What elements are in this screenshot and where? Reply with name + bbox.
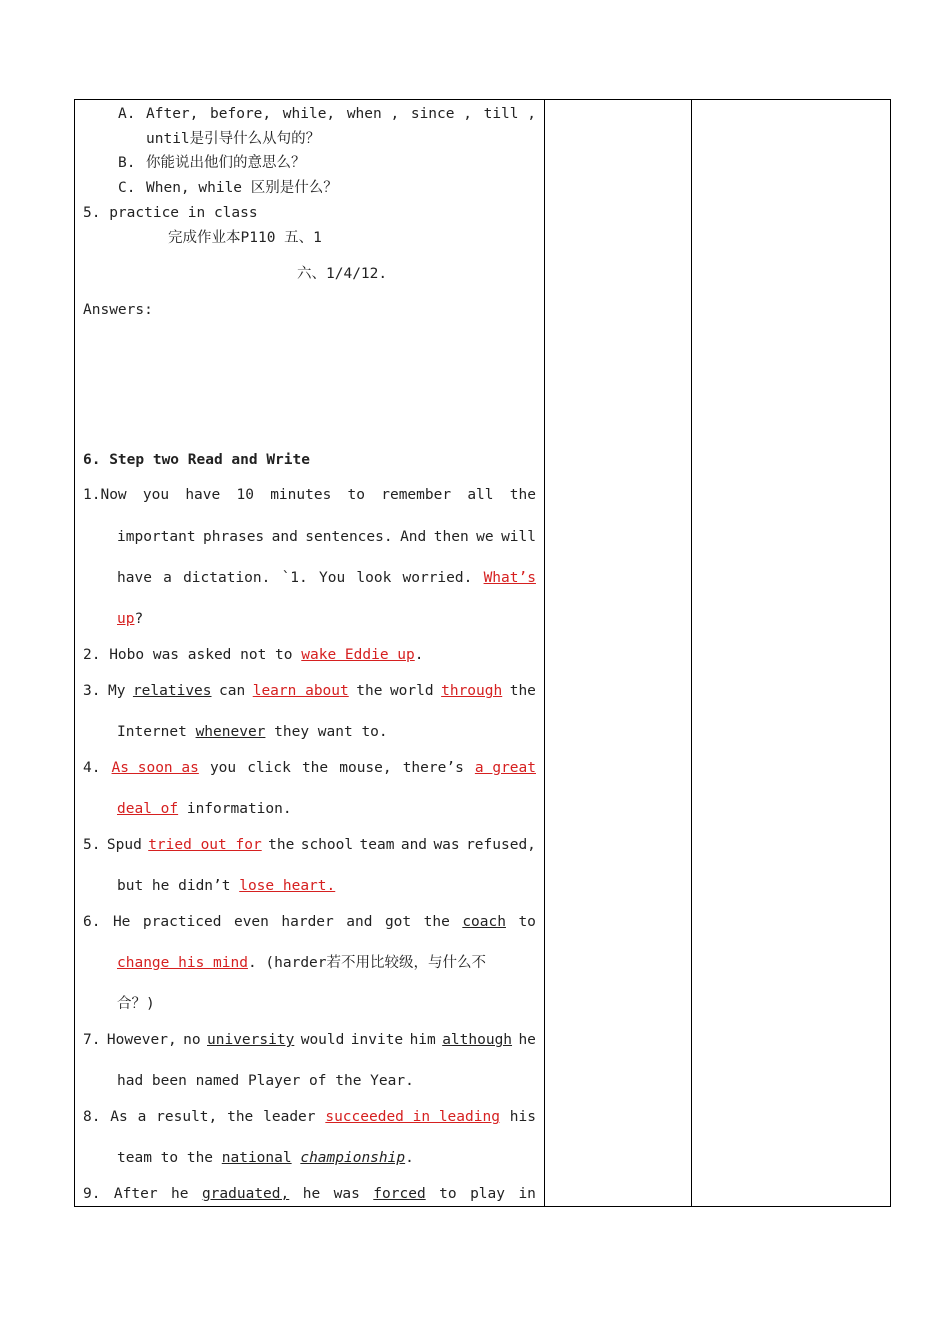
underlined-word: whenever bbox=[195, 724, 266, 740]
practice-line1: 完成作业本P110 五、1 bbox=[168, 230, 322, 246]
answer-blank: wake Eddie up bbox=[301, 647, 415, 663]
item-4-line1: 4. As soon as you click the mouse, there’s a great bbox=[83, 760, 536, 776]
underlined-word: relatives bbox=[132, 683, 212, 699]
item-8-line2: team to the national championship. bbox=[117, 1150, 414, 1166]
question-b-label: B. bbox=[118, 155, 136, 171]
answer-blank: As soon as bbox=[111, 760, 199, 776]
question-c-text: When, while 区别是什么？ bbox=[146, 180, 338, 196]
underlined-word: graduated, bbox=[201, 1186, 290, 1202]
practice-line2: 六、1/4/12. bbox=[297, 266, 388, 282]
answer-blank: up bbox=[117, 611, 135, 627]
lesson-table bbox=[74, 99, 891, 1207]
item-5-line1: 5. Spud tried out for the school team and was refused, bbox=[83, 837, 536, 853]
item-1-line1: 1.Now you have 10 minutes to remember all the bbox=[83, 487, 536, 503]
answer-blank: change his mind bbox=[117, 955, 248, 971]
item-9-line1: 9. After he graduated, he was forced to play in bbox=[83, 1186, 536, 1202]
item-6-line3: 合？) bbox=[117, 996, 155, 1012]
item-3-line1: 3. My relatives can learn about the world through the bbox=[83, 683, 536, 699]
item-5-line2: but he didn’t lose heart. bbox=[117, 878, 336, 894]
item-8-line1: 8. As a result, the leader succeeded in leading his bbox=[83, 1109, 536, 1125]
answer-blank: a great bbox=[474, 760, 536, 776]
answer-blank: through bbox=[441, 683, 503, 699]
item-4-line2: deal of information. bbox=[117, 801, 292, 817]
practice-heading: 5. practice in class bbox=[83, 205, 258, 221]
item-6-line1: 6. He practiced even harder and got the coach to bbox=[83, 914, 536, 930]
underlined-word: although bbox=[442, 1032, 513, 1048]
question-a-line1: After, before, while, when , since , till , bbox=[146, 106, 536, 122]
question-a-line2: until是引导什么从句的？ bbox=[146, 131, 321, 147]
item-3-line2: Internet whenever they want to. bbox=[117, 724, 388, 740]
answer-blank: What’s bbox=[483, 570, 536, 586]
answer-blank: lose heart. bbox=[239, 878, 336, 894]
underlined-word: forced bbox=[373, 1186, 426, 1202]
answer-blank: tried out for bbox=[148, 837, 262, 853]
underlined-word: coach bbox=[462, 914, 506, 930]
answers-label: Answers: bbox=[83, 302, 153, 318]
item-7-line1: 7. However, no university would invite him although he bbox=[83, 1032, 536, 1048]
question-b-text: 你能说出他们的意思么？ bbox=[146, 155, 306, 171]
answer-blank: deal of bbox=[117, 801, 179, 817]
answer-blank: learn about bbox=[252, 683, 349, 699]
answer-blank: succeeded in leading bbox=[325, 1109, 500, 1125]
underlined-word: university bbox=[207, 1032, 295, 1048]
question-a-label: A. bbox=[118, 106, 136, 122]
item-6-line2: change his mind. (harder若不用比较级，与什么不 bbox=[117, 955, 487, 971]
main-content-cell bbox=[83, 100, 538, 1206]
item-1-line2: important phrases and sentences. And then we will bbox=[117, 529, 536, 545]
question-c-label: C. bbox=[118, 180, 136, 196]
middle-cell bbox=[545, 100, 691, 1206]
item-1-line4: up? bbox=[117, 611, 144, 627]
item-7-line2: had been named Player of the Year. bbox=[117, 1073, 414, 1089]
step-two-heading: 6. Step two Read and Write bbox=[83, 452, 310, 468]
underlined-word: championship bbox=[300, 1150, 406, 1166]
item-2-line1: 2. Hobo was asked not to wake Eddie up. bbox=[83, 647, 424, 663]
right-cell bbox=[692, 100, 890, 1206]
underlined-word: national bbox=[221, 1150, 292, 1166]
item-1-line3: have a dictation. `1. You look worried. What’s bbox=[117, 570, 536, 586]
